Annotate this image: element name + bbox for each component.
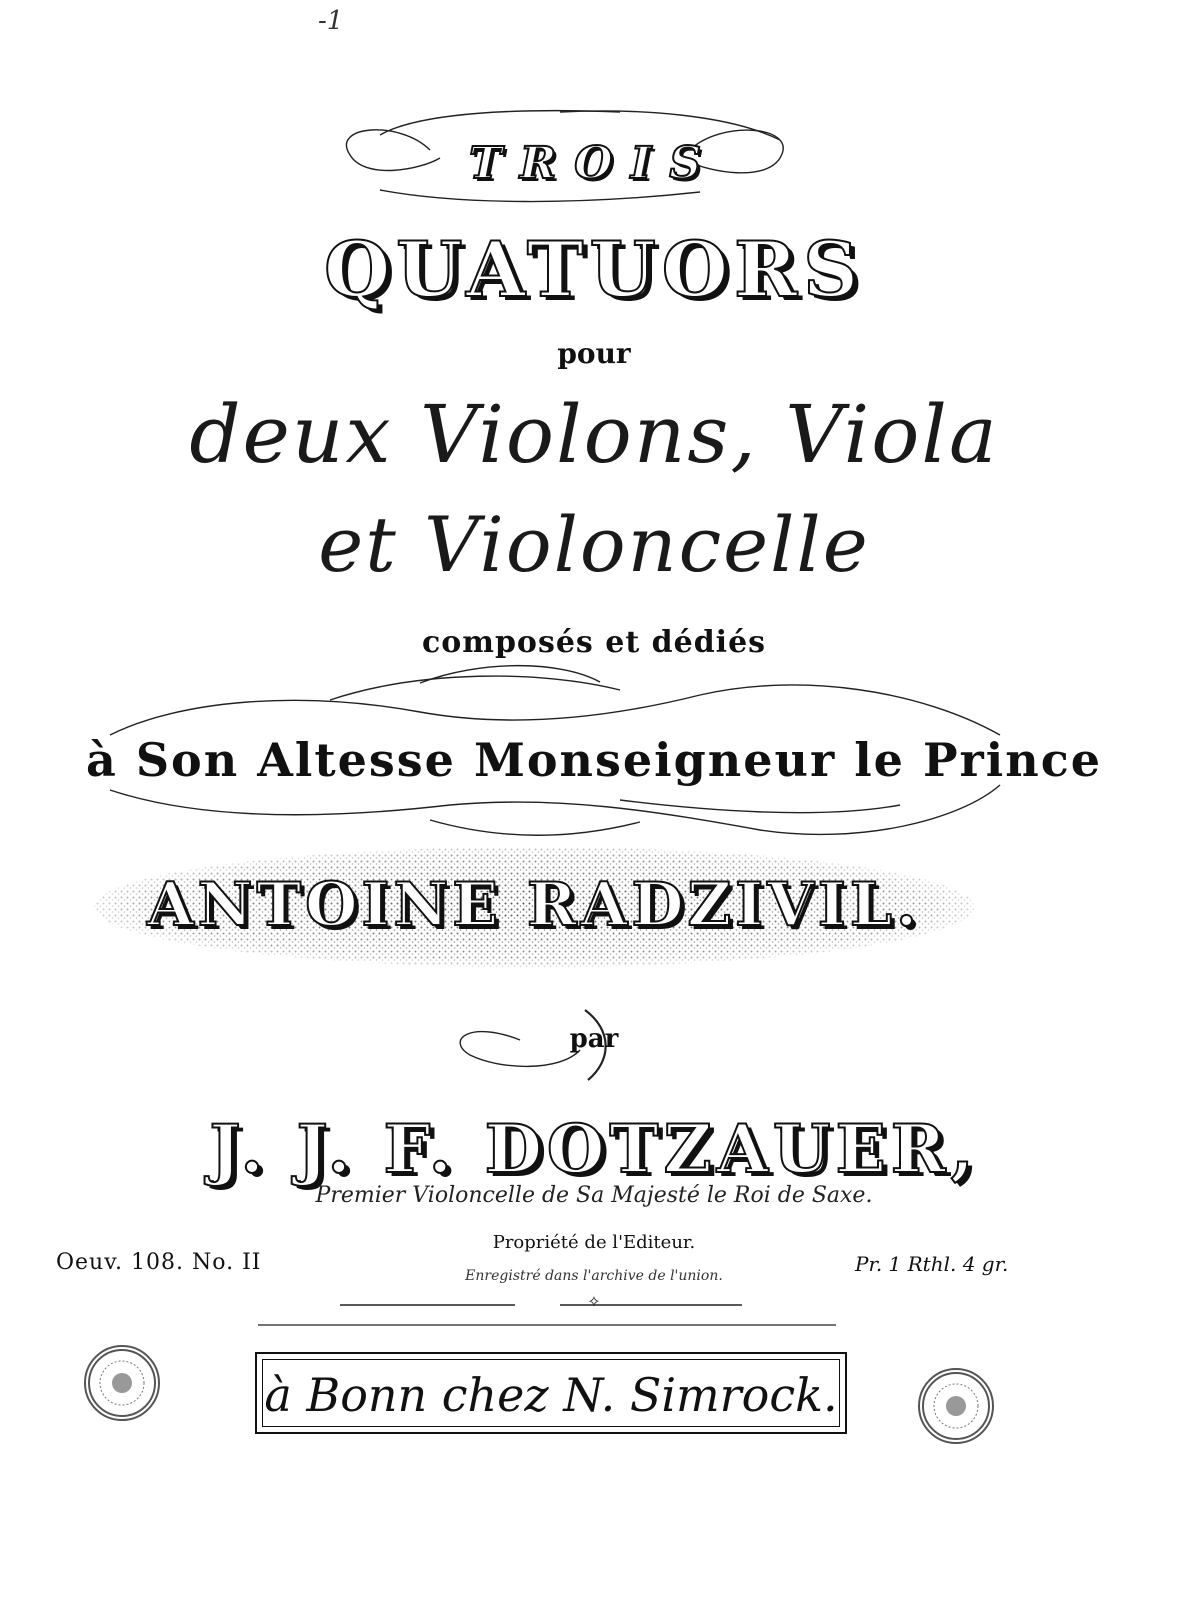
instruments-line-2: et Violoncelle	[318, 500, 870, 589]
enregistre-line: Enregistré dans l'archive de l'union.	[465, 1268, 723, 1284]
price: Pr. 1 Rthl. 4 gr.	[855, 1252, 1009, 1276]
divider-ornament-icon: ✧	[587, 1292, 601, 1311]
composes-et-dedies: composés et dédiés	[421, 625, 767, 660]
composer-subtitle: Premier Violoncelle de Sa Majesté le Roi de Saxe.	[315, 1183, 873, 1208]
dedicatee-name: ANTOINE RADZIVIL.	[147, 870, 921, 940]
word-par: par	[569, 1024, 619, 1054]
title-trois: TROIS	[469, 138, 719, 189]
library-stamp-right-icon	[918, 1368, 994, 1444]
composer-name: J. J. F. DOTZAUER,	[209, 1110, 979, 1188]
flourish-dedication-bottom	[110, 790, 760, 830]
flourish-dedication-top	[110, 695, 700, 735]
publisher-line: à Bonn chez N. Simrock.	[264, 1368, 838, 1422]
instruments-line-1: deux Violons, Viola	[189, 388, 999, 481]
propriete-line: Propriété de l'Editeur.	[492, 1232, 696, 1253]
title-quatuors: QUATUORS	[323, 225, 865, 314]
corner-mark: -1	[318, 6, 344, 36]
library-stamp-left-icon	[84, 1345, 160, 1421]
word-pour: pour	[557, 337, 631, 370]
dedication-line: à Son Altesse Monseigneur le Prince	[86, 733, 1102, 787]
publisher-frame	[255, 1352, 847, 1434]
dedicatee-block	[84, 842, 984, 972]
opus-number: Oeuv. 108. No. II	[56, 1250, 262, 1275]
